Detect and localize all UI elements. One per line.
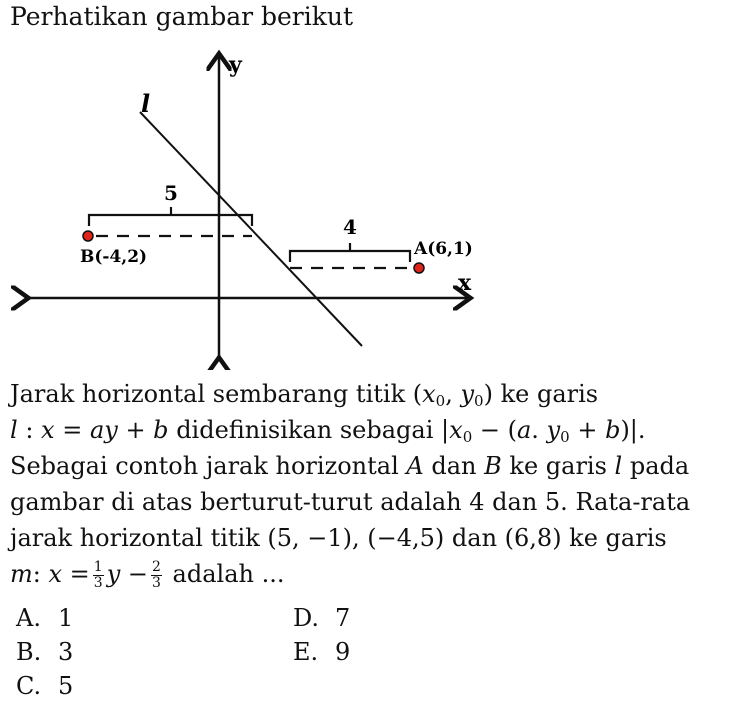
paragraph-line-3: Sebagai contoh jarak horizontal A dan B ke garis l pada xyxy=(10,452,690,480)
option-a[interactable]: A. 1 xyxy=(16,604,74,632)
paragraph-line-5: jarak horizontal titik (5, −1), (−4,5) dan (6,8) ke garis xyxy=(10,524,667,552)
math-line-l-equation: l : x = ay + b xyxy=(10,416,169,444)
math-distance-formula: $|x_0 - (a$. $y_0 + b)|$. xyxy=(441,416,646,446)
coordinate-figure xyxy=(0,40,735,370)
question-title: Perhatikan gambar berikut xyxy=(10,2,354,31)
distance-a-label: 4 xyxy=(343,215,357,239)
bracket-b xyxy=(89,207,252,226)
option-d[interactable]: D. 7 xyxy=(293,604,351,632)
y-axis-label: y xyxy=(229,52,242,78)
line-l-label: l xyxy=(141,89,151,118)
paragraph-line-1: Jarak horizontal sembarang titik ($x_0$, $y_0$) ke garis xyxy=(10,380,599,410)
distance-b-label: 5 xyxy=(164,181,178,205)
math-line-m-equation: m: x = $\frac{1}{3}$ y − $\frac{2}{3}$ xyxy=(10,559,161,591)
option-e[interactable]: E. 9 xyxy=(293,638,351,666)
point-a xyxy=(414,263,424,273)
line-l xyxy=(140,112,362,346)
bracket-a xyxy=(290,243,410,262)
math-point-x0y0: ($x_0$, $y_0$) xyxy=(412,380,493,410)
point-b-label: B(-4,2) xyxy=(80,247,148,267)
question-paragraph xyxy=(10,376,730,592)
paragraph-line-6: m: x = $\frac{1}{3}$ y − $\frac{2}{3}$ adalah ... xyxy=(10,559,285,591)
option-b[interactable]: B. 3 xyxy=(16,638,74,666)
point-b xyxy=(83,231,93,241)
x-axis-label: x xyxy=(458,270,472,296)
point-a-label: A(6,1) xyxy=(414,239,473,259)
option-c[interactable]: C. 5 xyxy=(16,672,74,700)
paragraph-line-2: l : x = ay + b didefinisikan sebagai $|x_0 - (a$. $y_0 + b)|$. xyxy=(10,416,646,446)
paragraph-line-4: gambar di atas berturut-turut adalah 4 dan 5. Rata-rata xyxy=(10,488,691,516)
